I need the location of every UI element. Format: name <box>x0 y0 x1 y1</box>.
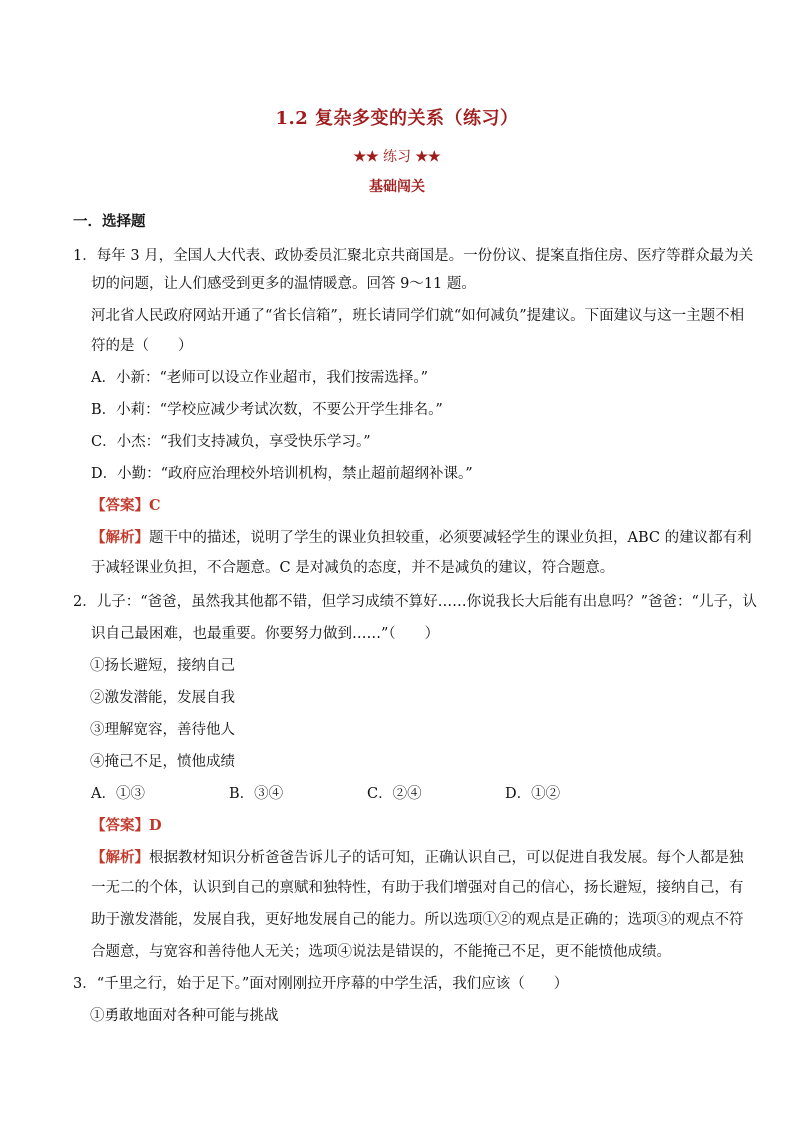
q2-answer <box>91 814 162 835</box>
q2-analysis-line1 <box>91 846 744 867</box>
q1-option-d: D．小勤：“政府应治理校外培训机构，禁止超前超纲补课。” <box>91 466 473 482</box>
q3-item-1: ①勇敢地面对各种可能与挑战 <box>90 1008 279 1024</box>
q1-stem-line2: 切的问题，让人们感受到更多的温情暖意。回答 9～11 题。 <box>91 276 476 292</box>
q2-analysis-line3: 助于激发潜能，发展自我，更好地发展自己的能力。所以选项①②的观点是正确的；选项③的观点不符 <box>91 912 744 928</box>
q2-item-3: ③理解宽容，善待他人 <box>90 722 235 738</box>
subtitle-text: 练习 <box>378 149 416 165</box>
q2-item-1: ①扬长避短，接纳自己 <box>90 658 235 674</box>
analysis-text: 根据教材知识分析爸爸告诉儿子的话可知，正确认识自己，可以促进自我发展。每个人都是独 <box>149 850 744 866</box>
q2-item-4: ④掩己不足，愤他成绩 <box>90 754 235 770</box>
star-icon-right: ★★ <box>415 149 441 165</box>
analysis-text: 题干中的描述，说明了学生的课业负担较重，必须要减轻学生的课业负担，ABC 的建议都有利 <box>149 530 752 546</box>
q3-stem-line1: 3．“千里之行，始于足下。”面对刚刚拉开序幕的中学生活，我们应该（ ） <box>73 976 569 992</box>
section-heading: 基础闯关 <box>369 179 425 195</box>
q1-stem-line4: 符的是（ ） <box>91 338 193 354</box>
part-heading: 一．选择题 <box>73 213 146 230</box>
q2-option-d: D．①② <box>505 786 561 802</box>
analysis-label: 【解析】 <box>91 849 149 866</box>
q2-option-c: C．②④ <box>367 786 422 802</box>
q2-item-2: ②激发潜能，发展自我 <box>90 690 235 706</box>
q1-analysis-line2: 于减轻课业负担，不合题意。C 是对减负的态度，并不是减负的建议，符合题意。 <box>91 560 615 576</box>
page-title: 1.2 复杂多变的关系（练习） <box>275 108 519 129</box>
q1-option-c: C．小杰：“我们支持减负，享受快乐学习。” <box>91 434 371 450</box>
star-icon-left: ★★ <box>353 149 379 165</box>
q1-option-a: A．小新：“老师可以设立作业超市，我们按需选择。” <box>91 370 429 386</box>
q1-stem-line1: 1．每年 3 月，全国人大代表、政协委员汇聚北京共商国是。一份份议、提案直指住房、医疗等群众最为关 <box>73 248 754 264</box>
q1-answer <box>91 494 161 515</box>
q1-option-b: B．小莉：“学校应减少考试次数，不要公开学生排名。” <box>91 402 443 418</box>
q2-options <box>91 782 643 803</box>
q2-option-b: B．③④ <box>229 786 284 802</box>
q1-analysis-line1 <box>91 526 752 547</box>
answer-label: 【答案】 <box>91 817 149 834</box>
answer-value: D <box>149 817 162 834</box>
answer-label: 【答案】 <box>91 497 149 514</box>
q2-stem-line1: 2．儿子：“爸爸，虽然我其他都不错，但学习成绩不算好……你说我长大后能有出息吗？”爸爸：“儿子，认 <box>73 594 757 610</box>
analysis-label: 【解析】 <box>91 529 149 546</box>
q1-stem-line3: 河北省人民政府网站开通了“省长信箱”，班长请同学们就“如何减负”提建议。下面建议与这一主题不相 <box>91 308 745 324</box>
q2-analysis-line2: 一无二的个体，认识到自己的禀赋和独特性，有助于我们增强对自己的信心，扬长避短，接纳自己，有 <box>91 880 744 896</box>
page-subtitle <box>0 146 794 166</box>
answer-value: C <box>149 497 161 514</box>
q2-analysis-line4: 合题意，与宽容和善待他人无关；选项④说法是错误的，不能掩己不足，更不能愤他成绩。 <box>91 944 671 960</box>
q2-option-a: A．①③ <box>91 786 145 802</box>
q2-stem-line2: 识自己最困难，也最重要。你要努力做到……”（ ） <box>91 626 440 642</box>
